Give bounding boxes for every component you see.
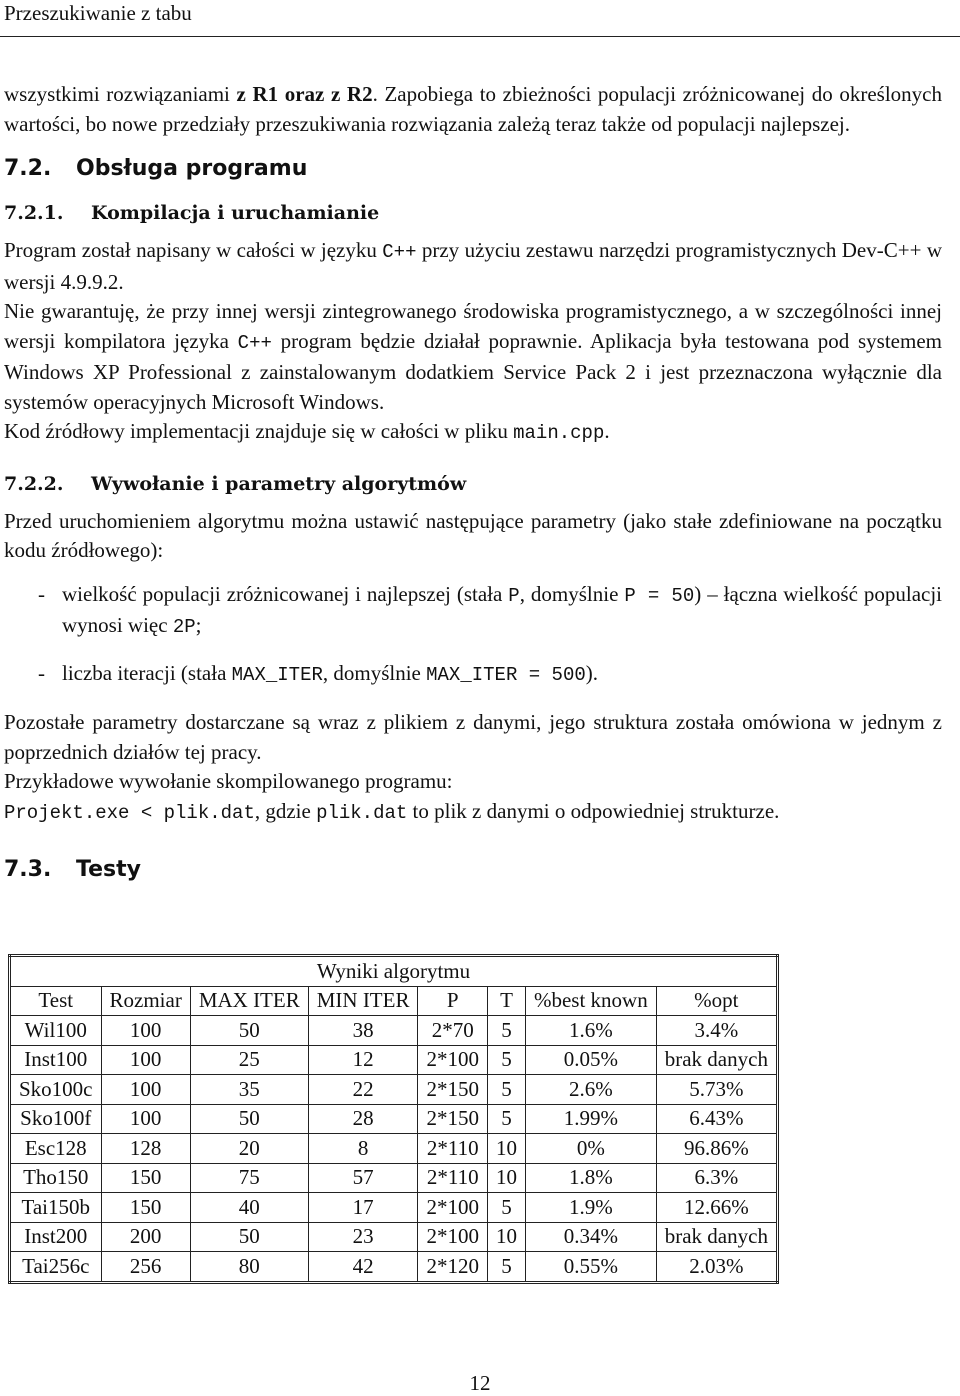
table-cell: 50 [190, 1016, 308, 1046]
table-cell: 50 [190, 1222, 308, 1252]
table-header-cell: Test [10, 986, 102, 1016]
intro-paragraph: wszystkimi rozwiązaniami z R1 oraz z R2. Zapobiega to zbieżności populacji zróżnicowanej do określonych wartości, bo nowe przedziały przeszukiwania rozwiązania zależą teraz także od populacji najlepszej. [4, 82, 942, 136]
table-cell: 128 [101, 1134, 190, 1164]
table-cell: 1.99% [525, 1104, 656, 1134]
table-cell: 2*100 [418, 1222, 488, 1252]
table-cell: 40 [190, 1193, 308, 1223]
table-cell: 2.03% [656, 1252, 777, 1283]
table-row [10, 1222, 778, 1252]
paragraph-dev-cpp: Program został napisany w całości w języku C++ przy użyciu zestawu narzędzi programistycznych Dev-C++ w wersji 4.9.9.2. [4, 238, 942, 294]
table-cell: 0% [525, 1134, 656, 1164]
paragraph-compatibility: Nie gwarantuję, że przy innej wersji zintegrowanego środowiska programistycznego, a w szczególności innej wersji kompilatora języka C++ program będzie działał poprawnie. Aplikacja była testowana pod systemem Windows XP Professional z zainstalowanym dodatkiem Service Pack 2 i jest przeznaczona wyłącznie dla systemów operacyjnych Microsoft Windows. [4, 299, 942, 414]
table-row [10, 1045, 778, 1075]
table-cell: 8 [308, 1134, 418, 1164]
table-cell: 1.9% [525, 1193, 656, 1223]
table-cell: 2*110 [418, 1134, 488, 1164]
table-cell: 2*110 [418, 1163, 488, 1193]
table-cell: 3.4% [656, 1016, 777, 1046]
table-cell: 0.05% [525, 1045, 656, 1075]
table-cell: 1.6% [525, 1016, 656, 1046]
page-content [4, 80, 942, 884]
table-cell: 10 [487, 1134, 525, 1164]
table-row [10, 1075, 778, 1105]
table-cell: 5 [487, 1075, 525, 1105]
paragraph-parameters-intro: Przed uruchomieniem algorytmu można ustawić następujące parametry (jako stałe zdefiniowane na początku kodu źródłowego): [4, 508, 942, 562]
table-cell: 1.8% [525, 1163, 656, 1193]
table-header-cell: MIN ITER [308, 986, 418, 1016]
table-cell: 22 [308, 1075, 418, 1105]
table-cell: Inst100 [10, 1045, 102, 1075]
table-cell: Sko100c [10, 1075, 102, 1105]
table-cell: 100 [101, 1104, 190, 1134]
list-item: - wielkość populacji zróżnicowanej i najlepszej (stała P, domyślnie P = 50) – łączna wielkość populacji wynosi więc 2P; [38, 581, 943, 638]
table-header-cell: %opt [656, 986, 777, 1016]
table-cell: 2*100 [418, 1045, 488, 1075]
table-cell: 256 [101, 1252, 190, 1283]
table-cell: 200 [101, 1222, 190, 1252]
table-cell: 42 [308, 1252, 418, 1283]
table-cell: Esc128 [10, 1134, 102, 1164]
section-heading-7-2: 7.2. Obsługa programu [4, 156, 308, 181]
table-cell: 6.3% [656, 1163, 777, 1193]
table-cell: 6.43% [656, 1104, 777, 1134]
table-cell: 10 [487, 1163, 525, 1193]
table-cell: 50 [190, 1104, 308, 1134]
subsection-heading-7-2-2: 7.2.2. Wywołanie i parametry algorytmów [4, 472, 467, 495]
table-cell: 12 [308, 1045, 418, 1075]
table-cell: 5 [487, 1104, 525, 1134]
table-cell: 150 [101, 1193, 190, 1223]
table-header-cell: MAX ITER [190, 986, 308, 1016]
table-cell: Tai150b [10, 1193, 102, 1223]
table-cell: 12.66% [656, 1193, 777, 1223]
table-header-cell: %best known [525, 986, 656, 1016]
list-item: - liczba iteracji (stała MAX_ITER, domyślnie MAX_ITER = 500). [38, 660, 599, 686]
table-cell: 2.6% [525, 1075, 656, 1105]
table-cell: 100 [101, 1075, 190, 1105]
table-cell: 17 [308, 1193, 418, 1223]
paragraph-example-command: Projekt.exe < plik.dat, gdzie plik.dat to plik z danymi o odpowiedniej strukturze. [4, 798, 780, 824]
paragraph-other-parameters: Pozostałe parametry dostarczane są wraz z plikiem z danymi, jego struktura została omówiona w jednym z poprzednich działów tej pracy. [4, 710, 942, 764]
table-row [10, 1016, 778, 1046]
table-cell: Tho150 [10, 1163, 102, 1193]
table-cell: 150 [101, 1163, 190, 1193]
table-caption: Wyniki algorytmu [10, 956, 778, 987]
table-cell: 100 [101, 1045, 190, 1075]
paragraph-source-file: Kod źródłowy implementacji znajduje się w całości w pliku main.cpp. [4, 419, 610, 444]
table-cell: brak danych [656, 1045, 777, 1075]
table-cell: 25 [190, 1045, 308, 1075]
table-cell: 2*100 [418, 1193, 488, 1223]
table-cell: 10 [487, 1222, 525, 1252]
table-cell: 23 [308, 1222, 418, 1252]
parameters-list [4, 580, 942, 691]
page-number: 12 [469, 1371, 491, 1395]
header-rule [0, 36, 960, 37]
table-header-cell: P [418, 986, 488, 1016]
table-cell: 5 [487, 1045, 525, 1075]
table-cell: 57 [308, 1163, 418, 1193]
table-cell: 75 [190, 1163, 308, 1193]
table-header-cell: T [487, 986, 525, 1016]
table-cell: 35 [190, 1075, 308, 1105]
subsection-heading-7-2-1: 7.2.1. Kompilacja i uruchamianie [4, 202, 380, 224]
table-cell: 5 [487, 1252, 525, 1283]
table-row [10, 1252, 778, 1283]
table-cell: 80 [190, 1252, 308, 1283]
paragraph-example-label: Przykładowe wywołanie skompilowanego programu: [4, 769, 453, 793]
table-cell: 2*70 [418, 1016, 488, 1046]
table-cell: 5 [487, 1193, 525, 1223]
table-cell: 0.55% [525, 1252, 656, 1283]
table-caption-row [10, 956, 778, 987]
table-row [10, 1193, 778, 1223]
table-cell: 2*120 [418, 1252, 488, 1283]
table-cell: Inst200 [10, 1222, 102, 1252]
table-cell: 100 [101, 1016, 190, 1046]
table-cell: 0.34% [525, 1222, 656, 1252]
table-cell: 96.86% [656, 1134, 777, 1164]
table-row [10, 1104, 778, 1134]
table-cell: Tai256c [10, 1252, 102, 1283]
table-header-row [10, 986, 778, 1016]
table-cell: 28 [308, 1104, 418, 1134]
table-cell: 5.73% [656, 1075, 777, 1105]
running-head: Przeszukiwanie z tabu [4, 1, 192, 25]
table-row [10, 1134, 778, 1164]
table-cell: brak danych [656, 1222, 777, 1252]
table-cell: Wil100 [10, 1016, 102, 1046]
results-table-wrapper [8, 954, 779, 1284]
table-cell: 38 [308, 1016, 418, 1046]
table-cell: 2*150 [418, 1104, 488, 1134]
table-cell: 2*150 [418, 1075, 488, 1105]
section-heading-7-3: 7.3. Testy [4, 857, 141, 882]
table-cell: 5 [487, 1016, 525, 1046]
results-table [8, 954, 779, 1284]
table-row [10, 1163, 778, 1193]
table-header-cell: Rozmiar [101, 986, 190, 1016]
table-cell: 20 [190, 1134, 308, 1164]
table-cell: Sko100f [10, 1104, 102, 1134]
